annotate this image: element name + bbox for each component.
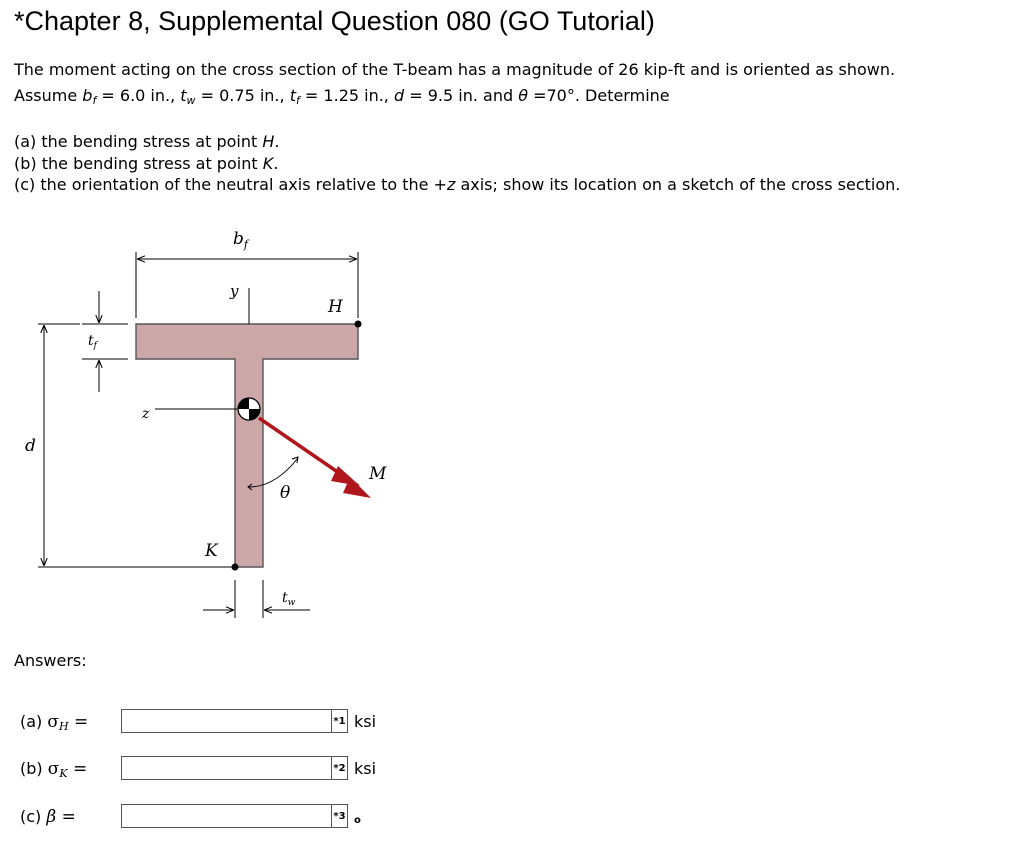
- assume-text: Assume: [14, 86, 83, 105]
- y-label: y: [230, 282, 239, 300]
- part-a-point: H: [262, 132, 275, 151]
- answer-c-marker: *3: [332, 804, 348, 828]
- t-beam-section: [136, 324, 358, 567]
- tf-sub: f: [295, 94, 300, 107]
- tw-label: $t_w$: [282, 590, 296, 608]
- part-a-text: (a) the bending stress at point: [14, 132, 263, 151]
- answer-a-marker: *1: [332, 709, 348, 733]
- tf-label: $t_f$: [88, 333, 97, 351]
- tw-sub: w: [186, 94, 196, 107]
- tw-value: = 0.75 in.,: [195, 86, 290, 105]
- page-title: *Chapter 8, Supplemental Question 080 (GO Tutorial): [14, 6, 655, 36]
- part-b-point: K: [262, 153, 274, 173]
- d-value: = 9.5 in. and: [404, 86, 519, 105]
- answer-b-prefix: (b): [20, 759, 48, 778]
- answer-c-input[interactable]: [121, 804, 332, 828]
- problem-line-1: The moment acting on the cross section of the T-beam has a magnitude of 26 kip-ft and is oriented as shown.: [14, 60, 896, 79]
- answer-a-input[interactable]: [121, 709, 332, 733]
- moment-label: M: [369, 464, 387, 484]
- answer-b-unit: ksi: [354, 759, 377, 778]
- part-c-axis: z: [446, 175, 456, 194]
- tf-value: = 1.25 in.,: [299, 86, 394, 105]
- centroid-icon: [238, 398, 260, 420]
- part-a-suffix: .: [274, 132, 280, 151]
- answer-b-symbol: σ: [47, 759, 60, 779]
- tf-var: t: [289, 86, 296, 105]
- answer-b-input[interactable]: [121, 756, 332, 780]
- theta-value: =70°. Determine: [528, 86, 670, 105]
- answer-b-eq: =: [67, 759, 88, 779]
- bf-value: = 6.0 in.,: [96, 86, 181, 105]
- theta-var: θ: [518, 86, 528, 105]
- point-h-dot: [355, 321, 362, 328]
- z-label: z: [142, 406, 150, 422]
- d-var: d: [393, 86, 405, 105]
- answer-c-eq: =: [56, 807, 76, 827]
- answer-a-sub: H: [58, 720, 69, 733]
- answers-heading: Answers:: [14, 651, 87, 670]
- tw-var: t: [180, 86, 187, 105]
- answer-a-prefix: (a): [20, 712, 48, 731]
- part-b-text: (b) the bending stress at point: [14, 153, 263, 173]
- answer-b-label: [20, 756, 87, 787]
- answer-c-prefix: (c): [20, 807, 47, 826]
- answer-a-unit: ksi: [354, 712, 377, 731]
- part-c-text: (c) the orientation of the neutral axis relative to the +: [14, 175, 447, 194]
- answer-a-eq: =: [68, 712, 89, 732]
- answer-b-sub: K: [59, 767, 68, 780]
- answer-c-label: [20, 804, 76, 835]
- d-label: d: [25, 436, 36, 456]
- point-k-dot: [232, 564, 239, 571]
- answer-c-unit: o: [354, 815, 361, 826]
- point-k-label: K: [205, 541, 218, 561]
- answer-a-symbol: σ: [47, 712, 59, 732]
- bf-var: b: [82, 86, 93, 105]
- part-c-suffix: axis; show its location on a sketch of the cross section.: [455, 175, 901, 194]
- answer-b-marker: *2: [332, 756, 348, 780]
- answer-a-label: [20, 709, 88, 740]
- answer-c-symbol: β: [46, 807, 57, 827]
- theta-label: θ: [280, 483, 291, 503]
- point-h-label: H: [328, 297, 343, 317]
- bf-sub: f: [92, 94, 97, 107]
- bf-label: $b_f$: [233, 229, 248, 251]
- part-b-suffix: .: [273, 153, 279, 173]
